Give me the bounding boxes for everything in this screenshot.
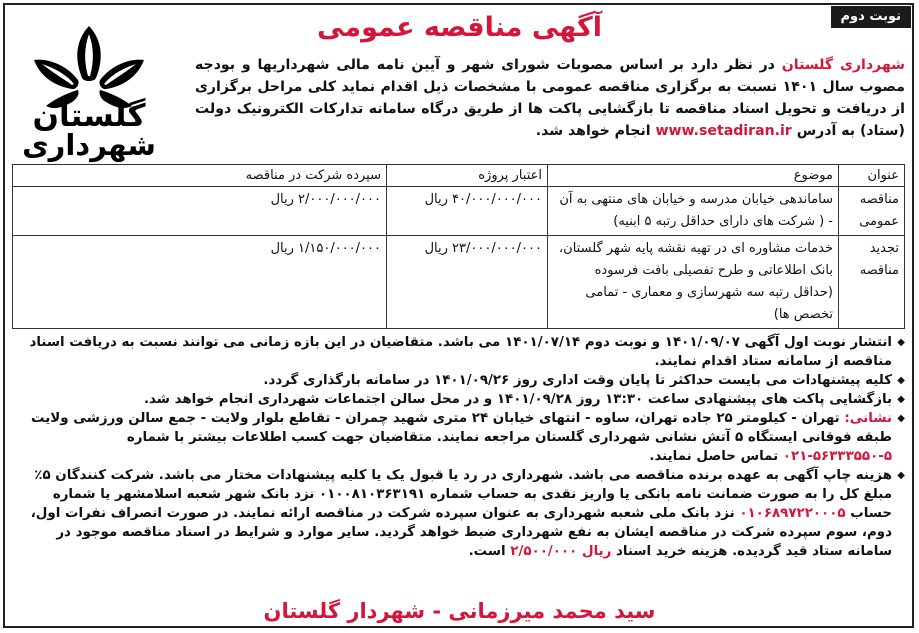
logo-text-shahrdari: شهرداری (22, 128, 156, 162)
row-credit: ۴۰/۰۰۰/۰۰۰/۰۰۰ ریال (387, 187, 548, 236)
address-tail: تماس حاصل نمایند. (649, 449, 779, 464)
note-opening: ◆ بازگشایی پاکت های پیشنهادی ساعت ۱۳:۳۰ روز ۱۴۰۱/۰۹/۲۸ و در محل سالن اجتماعات شهرداری انجام خواهد شد. (15, 390, 905, 409)
setad-link[interactable]: www.setadiran.ir (655, 123, 792, 139)
table-row (13, 187, 905, 236)
address-label: نشانی: (844, 411, 892, 426)
header-deposit: سپرده شرکت در مناقصه (13, 165, 387, 187)
terms-tail: است. (468, 544, 506, 559)
terms-part-b: نزد بانک ملی شعبه شهرداری به عنوان سپرده شرکت در مناقصه ارائه نمایند. در صورت انصراف نفرات اول، دوم، سوم سپرده شرکت در مناقصه ایشان به نفع شهرداری ضبط خواهد گردید. سایر موارد و شرایط در اسناد مناقصه موجود در سامانه ستاد قید گردیده. هزینه خرید اسناد (30, 506, 892, 559)
documents-price: ۲/۵۰۰/۰۰۰ ریال (510, 544, 612, 559)
row-deposit: ۲/۰۰۰/۰۰۰/۰۰۰ ریال (13, 187, 387, 236)
header-title: عنوان (839, 165, 905, 187)
notice-title: آگهی مناقصه عمومی (317, 12, 602, 43)
account-number: ۰۱۰۶۸۹۷۲۲۰۰۰۵ (739, 506, 846, 521)
row-subject: خدمات مشاوره ای در تهیه نقشه پایه شهر گلستان، بانک اطلاعاتی و طرح تفصیلی بافت فرسوده (حداقل رتبه سه شهرسازی و معماری - تمامی تخصص ها) (548, 236, 839, 329)
row-title: مناقصه عمومی (839, 187, 905, 236)
contact-phone: ۰۲۱-۵۶۳۳۳۵۵۰-۵ (782, 449, 892, 464)
table-header-row (13, 165, 905, 187)
note-deadline: ◆ کلیه پیشنهادات می بایست حداکثر تا پایان وقت اداری روز ۱۴۰۱/۰۹/۲۶ در سامانه بارگذاری گردد. (15, 371, 905, 390)
notes-list (15, 333, 905, 561)
note-publication: ◆ انتشار نوبت اول آگهی ۱۴۰۱/۰۹/۰۷ و نوبت دوم ۱۴۰۱/۰۷/۱۴ می باشد. متقاضیان در این بازه زمانی می توانند نسبت به دریافت اسناد مناقصه از سامانه ستاد اقدام نمایند. (15, 333, 905, 371)
table-row (13, 236, 905, 329)
tender-table (12, 164, 905, 329)
intro-tail: انجام خواهد شد. (535, 123, 651, 139)
intro-body: در نظر دارد بر اساس مصوبات شورای شهر و آیین نامه مالی شهرداریها و بودجه مصوب سال ۱۴۰۱ نسبت به برگزاری مناقصه عمومی با مشخصات ذیل اقدام نماید کلی مراحل برگزاری از دریافت و تحویل اسناد مناقصه تا بازگشایی پاکت ها از طریق درگاه سامانه تدارکات الکترونیک دولت (ستاد) به آدرس (195, 57, 906, 139)
row-subject: ساماندهی خیابان مدرسه و خیابان های منتهی به آن - ( شرکت های دارای حداقل رتبه ۵ ابنیه) (548, 187, 839, 236)
mayor-signature: سید محمد میرزمانی - شهردار گلستان (263, 599, 656, 623)
address-body: تهران - کیلومتر ۲۵ جاده تهران، ساوه - انتهای خیابان ۲۴ متری شهید چمران - تقاطع بلوار ولایت - جمع سالن ورزشی ولایت طبقه فوقانی ایستگاه ۵ آتش نشانی شهرداری گلستان مراجعه نمایند. متقاضیان جهت کسب اطلاعات بیشتر با شماره (31, 411, 892, 445)
row-credit: ۲۳/۰۰۰/۰۰۰/۰۰۰ ریال (387, 236, 548, 329)
row-title: تجدید مناقصه (839, 236, 905, 329)
note-address (15, 409, 905, 466)
header-subject: موضوع (548, 165, 839, 187)
round-tag: نوبت دوم (831, 6, 911, 28)
header-credit: اعتبار پروژه (387, 165, 548, 187)
note-terms (15, 466, 905, 561)
row-deposit: ۱/۱۵۰/۰۰۰/۰۰۰ ریال (13, 236, 387, 329)
logo-text-golestan: گلستان (32, 98, 146, 134)
intro-org: شهرداری گلستان (781, 57, 905, 73)
terms-part-a: هزینه چاپ آگهی به عهده برنده مناقصه می باشد. شهرداری در رد یا قبول یک یا کلیه پیشنهادات مختار می باشد. شرکت کنندگان ۵٪ مبلغ کل را به صورت ضمانت نامه بانکی یا واریز نقدی به حساب شماره ۰۱۰۰۸۱۰۳۶۳۱۹۱ نزد بانک شهر شعبه اسلامشهر یا شماره حساب (34, 468, 892, 521)
intro-paragraph (195, 54, 905, 142)
